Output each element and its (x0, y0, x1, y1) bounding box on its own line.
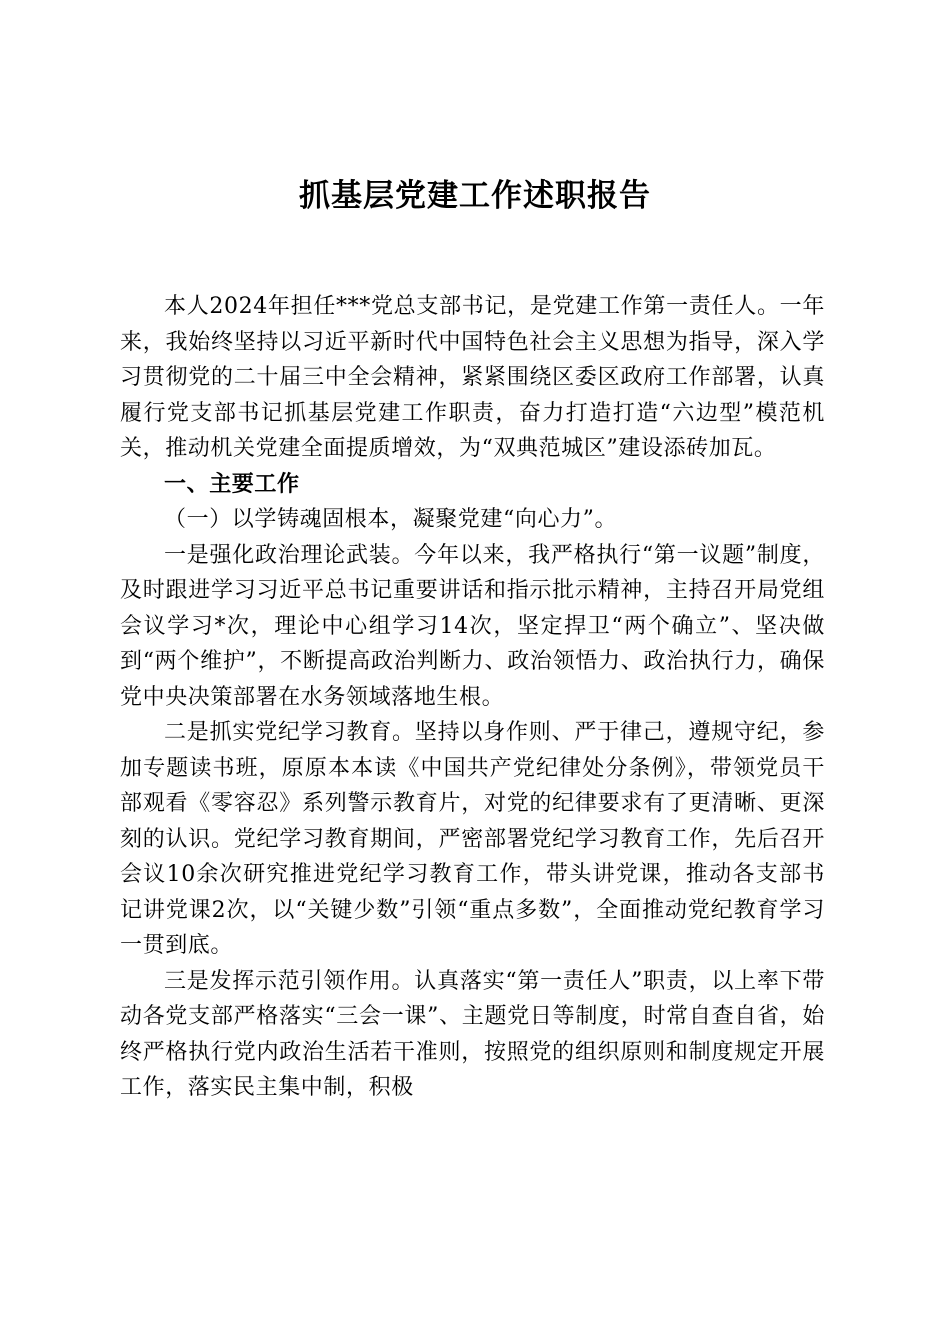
document-body (120, 289, 825, 1106)
paragraph-political-theory: 一是强化政治理论武装。今年以来，我严格执行“第一议题”制度，及时跟进学习习近平总书记重要讲话和指示批示精神，主持召开局党组会议学习*次，理论中心组学习14次，坚定捍卫“两个确立”、坚决做到“两个维护”，不断提高政治判断力、政治领悟力、政治执行力，确保党中央决策部署在水务领域落地生根。 (120, 542, 825, 710)
intro-paragraph: 本人2024年担任***党总支部书记，是党建工作第一责任人。一年来，我始终坚持以习近平新时代中国特色社会主义思想为指导，深入学习贯彻党的二十届三中全会精神，紧紧围绕区委区政府工作部署，认真履行党支部书记抓基层党建工作职责，奋力打造打造“六边型”模范机关，推动机关党建全面提质增效，为“双典范城区”建设添砖加瓦。 (120, 294, 825, 461)
paragraph-party-discipline: 二是抓实党纪学习教育。坚持以身作则、严于律己，遵规守纪，参加专题读书班，原原本本读《中国共产党纪律处分条例》，带领党员干部观看《零容忍》系列警示教育片，对党的纪律要求有了更清晰、更深刻的认识。党纪学习教育期间，严密部署党纪学习教育工作，先后召开会议10余次研究推进党纪学习教育工作，带头讲党课，推动各支部书记讲党课2次，以“关键少数”引领“重点多数”，全面推动党纪教育学习一贯到底。 (120, 720, 825, 958)
paragraph-exemplary-leadership: 三是发挥示范引领作用。认真落实“第一责任人”职责，以上率下带动各党支部严格落实“三会一课”、主题党日等制度，时常自查自省，始终严格执行党内政治生活若干准则，按照党的组织原则和制度规定开展工作，落实民主集中制，积极 (120, 968, 825, 1100)
section-heading-main-work: 一、主要工作 (164, 470, 300, 497)
document-title: 抓基层党建工作述职报告 (299, 178, 651, 214)
subsection-heading-1: （一）以学铸魂固根本，凝聚党建“向心力”。 (164, 507, 618, 532)
